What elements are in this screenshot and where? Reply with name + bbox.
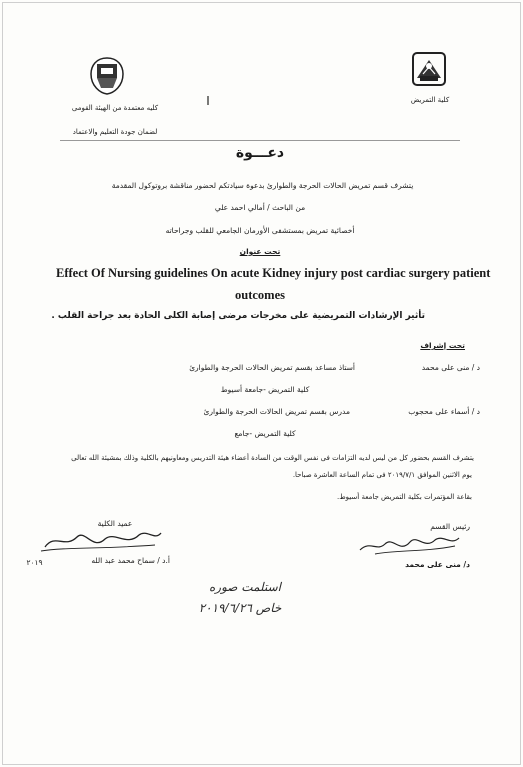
page-border bbox=[2, 2, 521, 765]
faculty-logo-icon bbox=[412, 52, 446, 86]
arabic-title: تأثير الإرشادات التمريضية على مخرجات مرضى إصابة الكلى الحادة بعد جراحة القلب . bbox=[51, 311, 425, 321]
dean-title: عميد الكلية bbox=[97, 519, 133, 528]
head-signature bbox=[355, 532, 465, 558]
supervisor-1-name: د / منى على محمد bbox=[421, 363, 480, 372]
researcher-position: أخصائية تمريض بمستشفى الأورمان الجامعي للقلب وجراحاته bbox=[165, 226, 355, 235]
handwritten-mark bbox=[206, 92, 210, 104]
under-title-label: تحت عنوان bbox=[239, 247, 281, 256]
supervisor-2-faculty: كلية التمريض -جامع bbox=[234, 429, 296, 438]
venue-line: بقاعة المؤتمرات بكلية التمريض جامعة أسيوط. bbox=[336, 493, 472, 501]
dean-name: أ.د / سماح محمد عبد الله bbox=[91, 556, 170, 565]
opening-line: يتشرف قسم تمريض الحالات الحرجة والطوارئ بدعوة سيادتكم لحضور مناقشة بروتوكول المقدمة bbox=[111, 181, 414, 190]
english-title-line-2: outcomes bbox=[235, 288, 285, 302]
researcher-line: من الباحث / أمالي احمد علي bbox=[214, 203, 306, 212]
accreditation-logo-icon bbox=[88, 56, 126, 96]
header-divider bbox=[60, 140, 460, 141]
invitation-title: دعـــوة bbox=[235, 145, 285, 161]
head-title: رئيس القسم bbox=[430, 522, 470, 531]
faculty-name: كلية التمريض bbox=[410, 96, 450, 104]
head-name: د/ منى على محمد bbox=[405, 560, 470, 569]
supervisor-2-position: مدرس بقسم تمريض الحالات الحرجة والطوارئ bbox=[203, 407, 350, 416]
accreditation-line-1: كليه معتمدة من الهيئة القومى bbox=[71, 104, 159, 112]
supervisor-2-name: د / أسماء على محجوب bbox=[408, 407, 480, 416]
dean-date: ٢٠١٩ bbox=[26, 558, 43, 567]
accreditation-line-2: لضمان جودة التعليم والاعتماد bbox=[72, 128, 158, 136]
dean-signature bbox=[35, 527, 165, 555]
handwritten-note-line-1: استلمت صوره bbox=[209, 580, 281, 594]
english-title-line-1: Effect Of Nursing guidelines On acute Kidney injury post cardiac surgery patient bbox=[56, 266, 491, 280]
closing-line-2: يوم الاثنين الموافق ٢٠١٩/٧/١ فى تمام الساعة العاشرة صباحا. bbox=[292, 471, 472, 479]
supervisor-1-faculty: كلية التمريض -جامعة أسيوط bbox=[220, 385, 310, 394]
supervision-label: تحت إشراف bbox=[420, 341, 465, 350]
supervisor-1-position: أستاذ مساعد بقسم تمريض الحالات الحرجة والطوارئ bbox=[189, 363, 355, 372]
closing-line-1: يتشرف القسم بحضور كل من ليس لديه التزامات فى نفس الوقت من السادة أعضاء هيئة التدريس ومعاونيهم بالكلية وذلك بمشيئة الله تعالى bbox=[71, 454, 474, 462]
handwritten-note-line-2: خاص ٢٠١٩/٦/٢٦ bbox=[198, 601, 282, 615]
